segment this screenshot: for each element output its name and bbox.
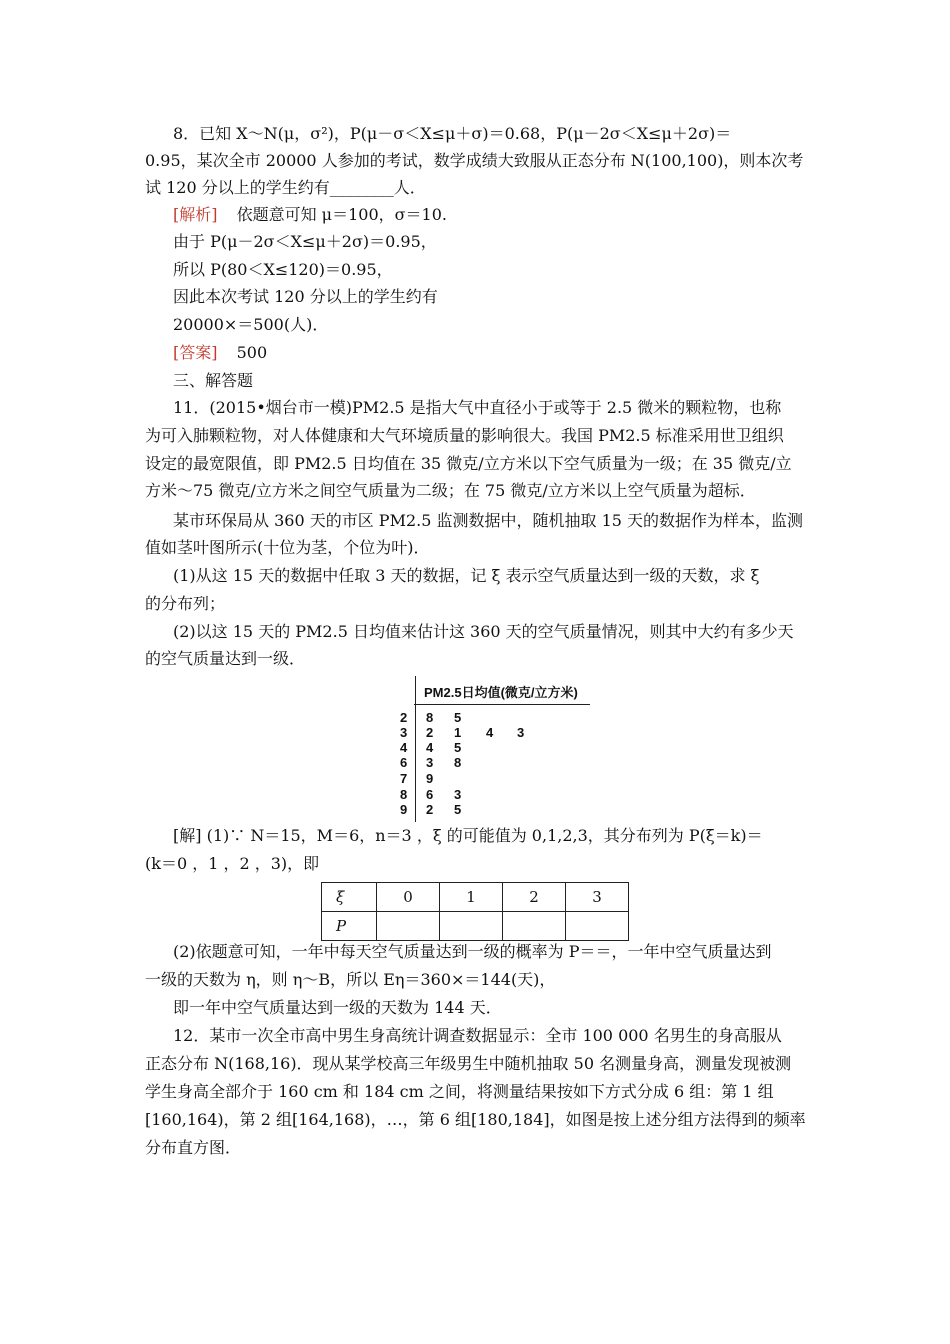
stem: 3 bbox=[400, 725, 408, 740]
text-line: 某市环保局从 360 天的市区 PM2.5 监测数据中，随机抽取 15 天的数据作为样本，监测 bbox=[173, 511, 804, 530]
text-line: (2)以这 15 天的 PM2.5 日均值来估计这 360 天的空气质量情况，则其中大约有多少天 bbox=[173, 622, 794, 641]
leaf: 4 bbox=[426, 740, 434, 755]
leaf: 3 bbox=[517, 725, 525, 740]
section-heading: 三、解答题 bbox=[173, 371, 254, 390]
leaf: 8 bbox=[454, 755, 462, 770]
table-cell bbox=[566, 912, 629, 941]
analysis-tag: [解析] bbox=[173, 205, 218, 224]
text-line: 为可入肺颗粒物，对人体健康和大气环境质量的影响很大。我国 PM2.5 标准采用世卫组织 bbox=[145, 426, 784, 445]
text-line: 正态分布 N(168,16)．现从某学校高三年级男生中随机抽取 50 名测量身高，测量发现被测 bbox=[145, 1054, 792, 1073]
text-line: 所以 P(80＜X≤120)＝0.95， bbox=[173, 260, 393, 279]
leaf: 5 bbox=[454, 710, 462, 725]
text-line: 由于 P(μ－2σ＜X≤μ＋2σ)＝0.95， bbox=[173, 232, 437, 251]
stem: 9 bbox=[400, 802, 408, 817]
table-cell: 2 bbox=[503, 883, 566, 912]
table-cell bbox=[440, 912, 503, 941]
text-line: [160,164)，第 2 组[164,168)，…，第 6 组[180,184]，如图是按上述分组方法得到的频率 bbox=[145, 1110, 806, 1129]
stem: 2 bbox=[400, 710, 408, 725]
stem: 4 bbox=[400, 740, 408, 755]
leaf: 5 bbox=[454, 802, 462, 817]
stem-leaf-divider bbox=[414, 704, 590, 705]
text-line: [解] (1)∵ N＝15，M＝6，n＝3 ，ξ 的可能值为 0,1,2,3，其分布列为 P(ξ＝k)＝ bbox=[173, 826, 763, 845]
text-line: 即一年中空气质量达到一级的天数为 144 天． bbox=[173, 998, 502, 1017]
leaf: 4 bbox=[486, 725, 494, 740]
leaf: 2 bbox=[426, 802, 434, 817]
text-line: 值如茎叶图所示(十位为茎，个位为叶)． bbox=[145, 538, 430, 557]
stem-leaf-title: PM2.5日均值(微克/立方米) bbox=[424, 685, 578, 700]
stem: 7 bbox=[400, 771, 408, 786]
text-line: 0.95，某次全市 20000 人参加的考试，数学成绩大致服从正态分布 N(100,100)，则本次考 bbox=[145, 151, 804, 170]
table-cell: P bbox=[322, 912, 377, 941]
text-line: 设定的最宽限值，即 PM2.5 日均值在 35 微克/立方米以下空气质量为一级；在 35 微克/立 bbox=[145, 454, 792, 473]
leaf: 5 bbox=[454, 740, 462, 755]
text-line: 一级的天数为 η，则 η～B，所以 Eη＝360×＝144(天)， bbox=[145, 970, 556, 989]
leaf: 2 bbox=[426, 725, 434, 740]
answer-line bbox=[173, 343, 267, 363]
text-line: 试 120 分以上的学生约有________人． bbox=[145, 178, 426, 197]
table-cell: 3 bbox=[566, 883, 629, 912]
text-line: 11．(2015•烟台市一模)PM2.5 是指大气中直径小于或等于 2.5 微米的颗粒物，也称 bbox=[173, 398, 782, 417]
text-line: 20000×＝500(人)． bbox=[173, 315, 329, 334]
text-line: (2)依题意可知，一年中每天空气质量达到一级的概率为 P＝＝，一年中空气质量达到 bbox=[173, 942, 772, 961]
table-cell: 1 bbox=[440, 883, 503, 912]
text-line: 的空气质量达到一级． bbox=[145, 649, 306, 668]
stem: 8 bbox=[400, 787, 408, 802]
table-row bbox=[322, 912, 629, 941]
stem: 6 bbox=[400, 755, 408, 770]
text-line: 因此本次考试 120 分以上的学生约有 bbox=[173, 287, 438, 306]
text-line: (k＝0 ，1 ，2 ，3)，即 bbox=[145, 854, 320, 873]
leaf: 6 bbox=[426, 787, 434, 802]
stem-leaf-plot bbox=[396, 676, 596, 826]
leaf: 1 bbox=[454, 725, 462, 740]
table-cell bbox=[377, 912, 440, 941]
distribution-table bbox=[321, 882, 629, 941]
leaf: 3 bbox=[426, 755, 434, 770]
text-line: 的分布列； bbox=[145, 594, 226, 613]
text-line: 12．某市一次全市高中男生身高统计调查数据显示：全市 100 000 名男生的身高服从 bbox=[173, 1026, 782, 1045]
analysis-line bbox=[173, 205, 447, 225]
leaf: 9 bbox=[426, 771, 434, 786]
answer-value: 500 bbox=[236, 343, 268, 362]
text-line: (1)从这 15 天的数据中任取 3 天的数据，记 ξ 表示空气质量达到一级的天数，求 ξ bbox=[173, 566, 760, 585]
text-line: 方米～75 微克/立方米之间空气质量为二级；在 75 微克/立方米以上空气质量为超标． bbox=[145, 481, 756, 500]
table-cell bbox=[503, 912, 566, 941]
leaf: 8 bbox=[426, 710, 434, 725]
answer-tag: [答案] bbox=[173, 343, 218, 362]
table-cell: ξ bbox=[322, 883, 377, 912]
table-row bbox=[322, 883, 629, 912]
stem-leaf-axis bbox=[415, 676, 416, 822]
table-cell: 0 bbox=[377, 883, 440, 912]
text-line: 8．已知 X～N(μ，σ²)，P(μ－σ＜X≤μ＋σ)＝0.68，P(μ－2σ＜X≤μ＋2σ)＝ bbox=[173, 124, 732, 143]
leaf: 3 bbox=[454, 787, 462, 802]
text-line: 学生身高全部介于 160 cm 和 184 cm 之间，将测量结果按如下方式分成 6 组：第 1 组 bbox=[145, 1082, 774, 1101]
text-line: 依题意可知 μ＝100，σ＝10. bbox=[236, 205, 447, 224]
text-line: 分布直方图． bbox=[145, 1138, 242, 1157]
